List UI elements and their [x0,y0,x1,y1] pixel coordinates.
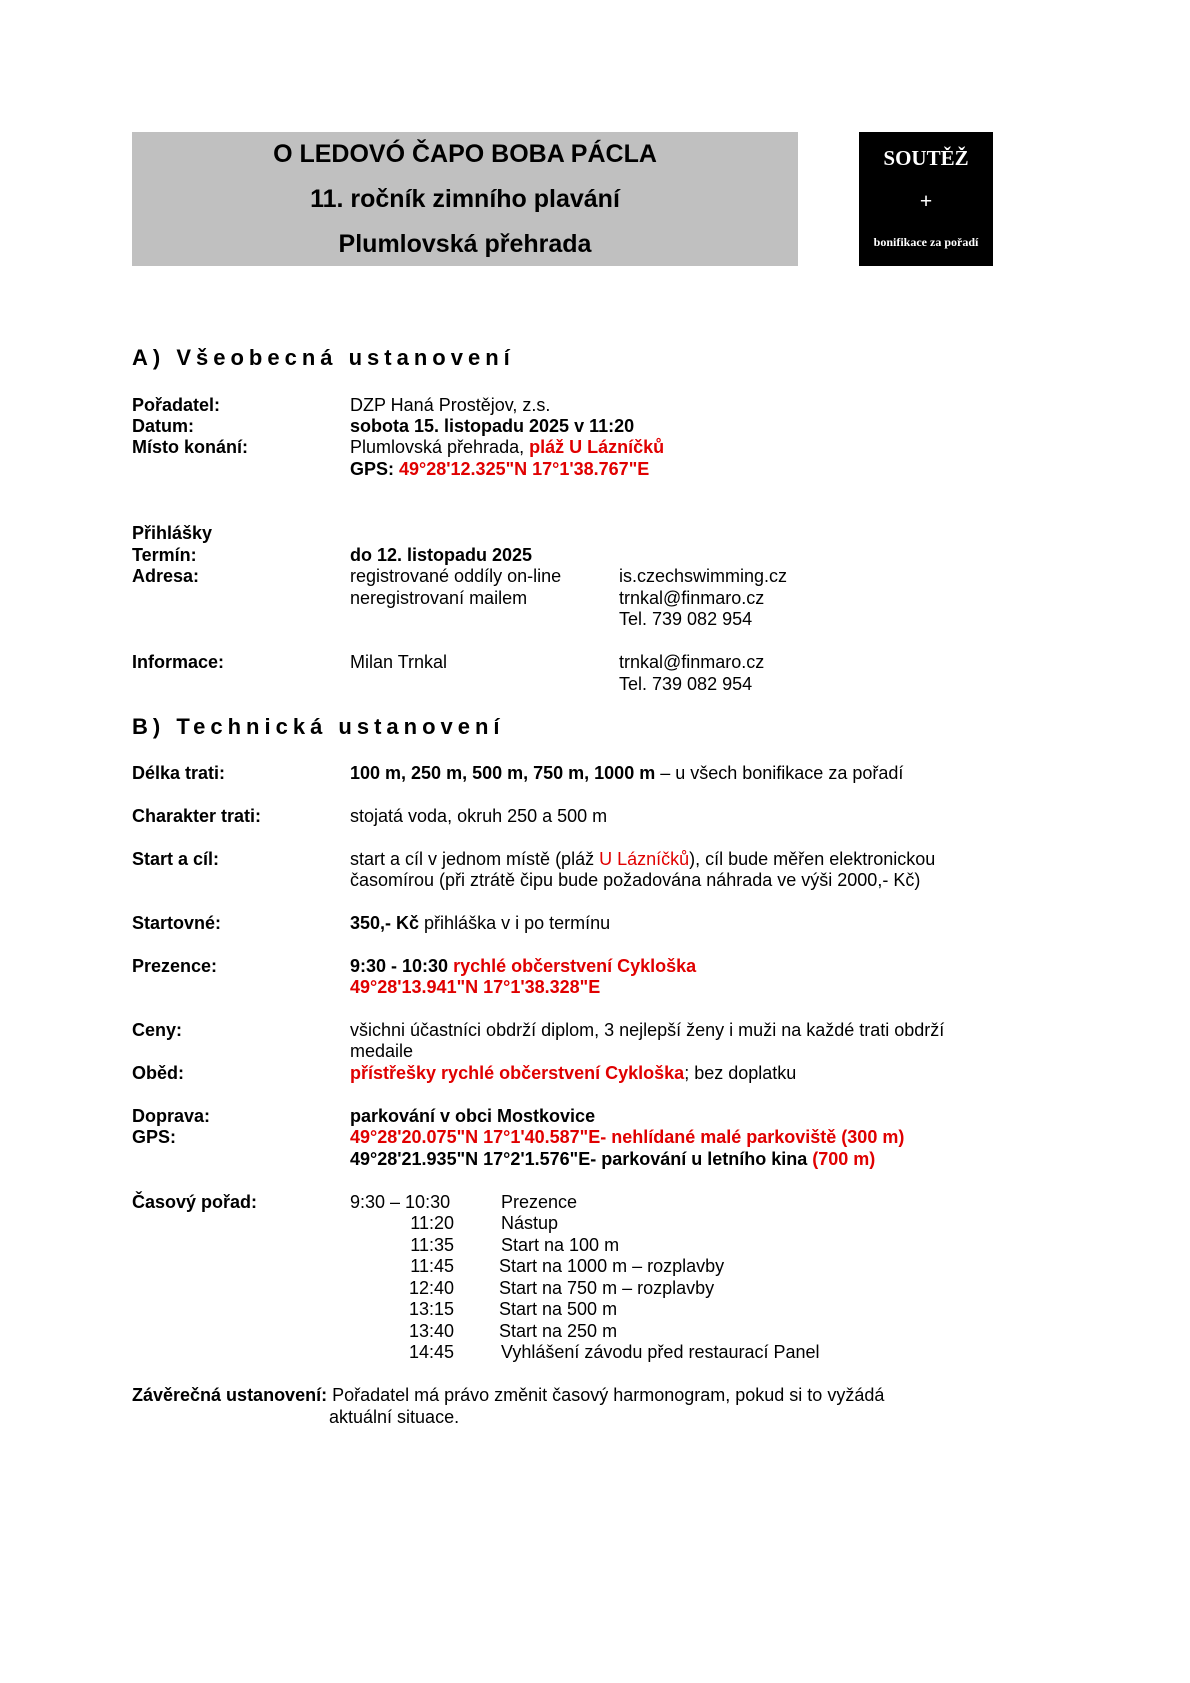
final-provisions-cont: aktuální situace. [329,1407,460,1427]
value [350,458,649,480]
value: všichni účastníci obdrží diplom, 3 nejlepší ženy i muži na každé trati obdrží [350,1020,945,1040]
label: Doprava: [132,1106,211,1126]
label: Časový pořad: [132,1192,258,1212]
section-a-heading: A) Všeobecná ustanovení [132,345,515,370]
text: GPS: [350,459,400,479]
label: Prezence: [132,956,218,976]
schedule-event: Start na 250 m [499,1321,618,1341]
value [350,848,935,870]
label: Místo konání: [132,437,248,457]
text: ), cíl bude měřen elektronickou [689,849,936,869]
value: Tel. 739 082 954 [619,609,753,629]
label: Termín: [132,545,197,565]
label: Pořadatel: [132,395,221,415]
text: Pořadatel má právo změnit časový harmonogram, pokud si to vyžádá [327,1385,885,1405]
value [350,955,696,977]
label: Délka trati: [132,763,226,783]
badge-line: SOUTĚŽ [883,146,969,170]
text: ; bez doplatku [684,1063,797,1083]
value: 49°28'13.941"N 17°1'38.328"E [350,977,601,997]
label: Závěrečná ustanovení: [132,1385,328,1405]
schedule-event: Start na 100 m [501,1235,620,1255]
value [350,762,903,784]
value: časomírou (při ztrátě čipu bude požadována náhrada ve výši 2000,- Kč) [350,870,921,890]
value [350,1148,875,1170]
schedule-event: Nástup [501,1213,559,1233]
badge-line: bonifikace za pořadí [873,235,979,249]
section-b-heading: B) Technická ustanovení [132,714,505,739]
schedule-time: 11:20 [410,1213,454,1233]
label: Oběd: [132,1063,184,1083]
schedule-event: Prezence [501,1192,578,1212]
text: Plumlovská přehrada, [350,437,530,457]
label: Startovné: [132,913,222,933]
text: 350,- Kč [350,913,420,933]
event-place: Plumlovská přehrada [338,230,592,258]
schedule-time: 11:45 [410,1256,454,1276]
competition-badge [859,132,993,266]
text: přístřešky rychlé občerstvení Cykloška [350,1063,685,1083]
value: stojatá voda, okruh 250 a 500 m [350,806,608,826]
value: neregistrovaní mailem [350,588,528,608]
value [350,1062,796,1084]
text: – u všech bonifikace za pořadí [655,763,904,783]
schedule-event: Start na 500 m [499,1299,618,1319]
value: sobota 15. listopadu 2025 v 11:20 [350,416,635,436]
label: GPS: [132,1127,177,1147]
schedule-time: 13:15 [408,1299,454,1319]
schedule-time: 14:45 [408,1342,454,1362]
text: start a cíl v jednom místě (pláž [350,849,600,869]
value: is.czechswimming.cz [619,566,788,586]
schedule-event: Start na 1000 m – rozplavby [499,1256,725,1276]
value [350,912,610,934]
schedule-time: 11:35 [410,1235,454,1255]
title-box [132,132,798,266]
label: Datum: [132,416,194,436]
label: Informace: [132,652,225,672]
event-subtitle: 11. ročník zimního plavání [310,185,620,213]
final-provisions [132,1384,884,1406]
value: do 12. listopadu 2025 [350,545,533,565]
badge-line: + [919,188,933,213]
text: (700 m) [812,1149,876,1169]
text: 9:30 - 10:30 [350,956,454,976]
value: Milan Trnkal [350,652,448,672]
text: 49°28'12.325"N 17°1'38.767"E [399,459,650,479]
label: Charakter trati: [132,806,262,826]
label: Start a cíl: [132,849,220,869]
text: rychlé občerstvení Cykloška [453,956,697,976]
label: Přihlášky [132,523,213,543]
label: Adresa: [132,566,200,586]
value: trnkal@finmaro.cz [619,652,765,672]
schedule-time: 13:40 [408,1321,454,1341]
schedule-time: 9:30 – 10:30 [350,1192,451,1212]
text: 100 m, 250 m, 500 m, 750 m, 1000 m [350,763,656,783]
schedule-time: 12:40 [408,1278,454,1298]
text: 49°28'21.935"N 17°2'1.576"E- parkování u letního kina [350,1149,813,1169]
text: U Lázníčků [599,849,690,869]
text: přihláška v i po termínu [419,913,611,933]
text: pláž U Lázníčků [529,437,665,457]
label: Ceny: [132,1020,183,1040]
value: medaile [350,1041,414,1061]
value: registrované oddíly on-line [350,566,562,586]
schedule-event: Vyhlášení závodu před restaurací Panel [501,1342,820,1362]
value: DZP Haná Prostějov, z.s. [350,395,551,415]
value: 49°28'20.075"N 17°1'40.587"E- nehlídané malé parkoviště (300 m) [350,1127,905,1147]
schedule-event: Start na 750 m – rozplavby [499,1278,715,1298]
value: parkování v obci Mostkovice [350,1106,596,1126]
value [350,436,664,458]
value: Tel. 739 082 954 [619,674,753,694]
event-title: O LEDOVÓ ČAPO BOBA PÁCLA [273,140,657,168]
value: trnkal@finmaro.cz [619,588,765,608]
